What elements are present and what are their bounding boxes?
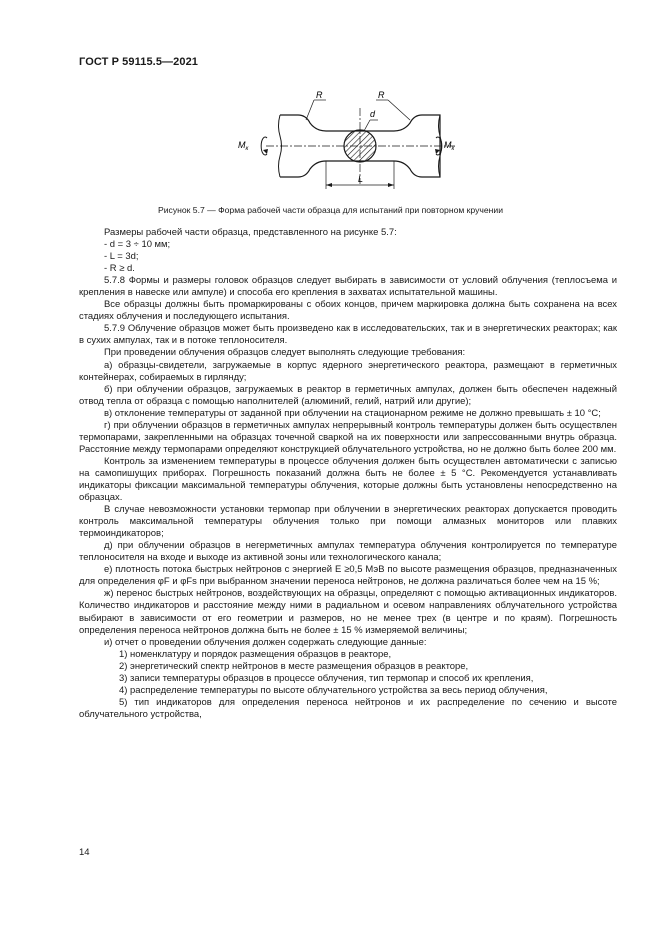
paragraph: 5.7.9 Облучение образцов может быть произведено как в исследовательских, так и в энергетических реакторах; как в сухих ампулах, так и в потоке теплоносителя.: [79, 323, 617, 347]
paragraph: 3) записи температуры образцов в процессе облучения, тип термопар и способ их крепления,: [119, 672, 534, 684]
cross-section: [344, 130, 376, 162]
label-d: d: [370, 109, 376, 119]
paragraph: Размеры рабочей части образца, представленного на рисунке 5.7:: [104, 227, 397, 238]
document-header: ГОСТ Р 59115.5—2021: [79, 56, 199, 68]
label-r-right: R: [378, 90, 385, 100]
paragraph: В случае невозможности установки термопар при облучении в энергетических реакторах допускается проводить контроль максимальной температуры облучения только при помощи алмазных мониторов или плавких термоиндикаторов;: [79, 504, 617, 540]
body-text: [79, 227, 617, 721]
figure-caption: Рисунок 5.7 — Форма рабочей части образца для испытаний при повторном кручении: [157, 205, 503, 215]
paragraph: - d = 3 ÷ 10 мм;: [104, 239, 171, 251]
paragraph: Контроль за изменением температуры в процессе облучения должен быть осуществлен автоматически с записью на самопишущих приборах. Погрешность показаний должна быть не более ± 5 °С. Рекомендуется устанавливать индикаторы фиксации максимальной температуры облучения, которые должны быть установлены непосредственно на образцах.: [79, 455, 617, 504]
paragraph: в) отклонение температуры от заданной при облучении на стационарном режиме не должно превышать ± 10 °С;: [104, 407, 601, 419]
paragraph: При проведении облучения образцов следует выполнять следующие требования:: [104, 347, 466, 359]
paragraph: - R ≥ d.: [104, 263, 135, 275]
label-l: L: [358, 174, 364, 184]
paragraph: Все образцы должны быть промаркированы с обоих концов, причем маркировка должна быть сохранена на всех стадиях облучения и последующего испытания.: [79, 299, 617, 323]
paragraph: е) плотность потока быстрых нейтронов с энергией E ≥0,5 МэВ по высоте размещения образцов, предназначенных для определения φF и φFs при выбранном значении переноса нейтронов, не должна различаться более чем на 15 %;: [79, 564, 617, 588]
paragraph: 2) энергетический спектр нейтронов в месте размещения образцов в реакторе,: [119, 660, 469, 672]
paragraph: 4) распределение температуры по высоте облучательного устройства за весь период облучения,: [119, 684, 548, 696]
paragraph: б) при облучении образцов, загружаемых в реактор в герметичных ампулах, должен быть обеспечен надежный отвод тепла от образца с помощью наполнителей (алюминий, гелий, натрий или другие);: [79, 383, 617, 407]
label-r-left: R: [316, 90, 323, 100]
paragraph: 1) номенклатуру и порядок размещения образцов в реакторе,: [119, 648, 392, 660]
paragraph: - L = 3d;: [104, 251, 139, 263]
paragraph: ж) перенос быстрых нейтронов, воздействующих на образцы, определяют с помощью активационных индикаторов. Количество индикаторов и расстояние между ними в радиальном и осевом направлениях облучательного устройства выбирают в зависимости от его геометрии и размеров, но не менее трех (в центре и по краям). Погрешность определения переноса нейтронов должна быть не более ± 15 % измеряемой величины;: [79, 588, 617, 636]
label-mk-right: $M_к$: [444, 140, 455, 152]
paragraph: и) отчет о проведении облучения должен содержать следующие данные:: [104, 636, 427, 648]
paragraph: 5) тип индикаторов для определения переноса нейтронов и их распределение по сечению и высоте облучательного устройства,: [79, 696, 617, 720]
specimen-figure: [230, 86, 480, 194]
specimen-drawing: [230, 86, 480, 194]
page-number: 14: [79, 847, 90, 858]
paragraph: г) при облучении образцов в герметичных ампулах непрерывный контроль температуры должен быть осуществлен термопарами, закрепленными на образцах точечной сваркой на их поверхности или запрессованными внутрь образца. Расстояние между термопарами определяют конструкцией облучательного устройства, но не должно быть более 200 мм.: [79, 419, 617, 455]
paragraph: а) образцы-свидетели, загружаемые в корпус ядерного энергетического реактора, размещают в герметичных контейнерах, собираемых в гирлянду;: [79, 359, 617, 383]
label-mk-left: $M_к$: [238, 140, 249, 152]
paragraph: 5.7.8 Формы и размеры головок образцов следует выбирать в зависимости от условий облучения (теплосъема и крепления в навеске или ампуле) и способа его крепления в захватах испытательной машины.: [79, 275, 617, 299]
paragraph: д) при облучении образцов в негерметичных ампулах температура облучения контролируется по температуре теплоносителя на входе и выходе из активной зоны или технологического канала;: [79, 540, 617, 564]
